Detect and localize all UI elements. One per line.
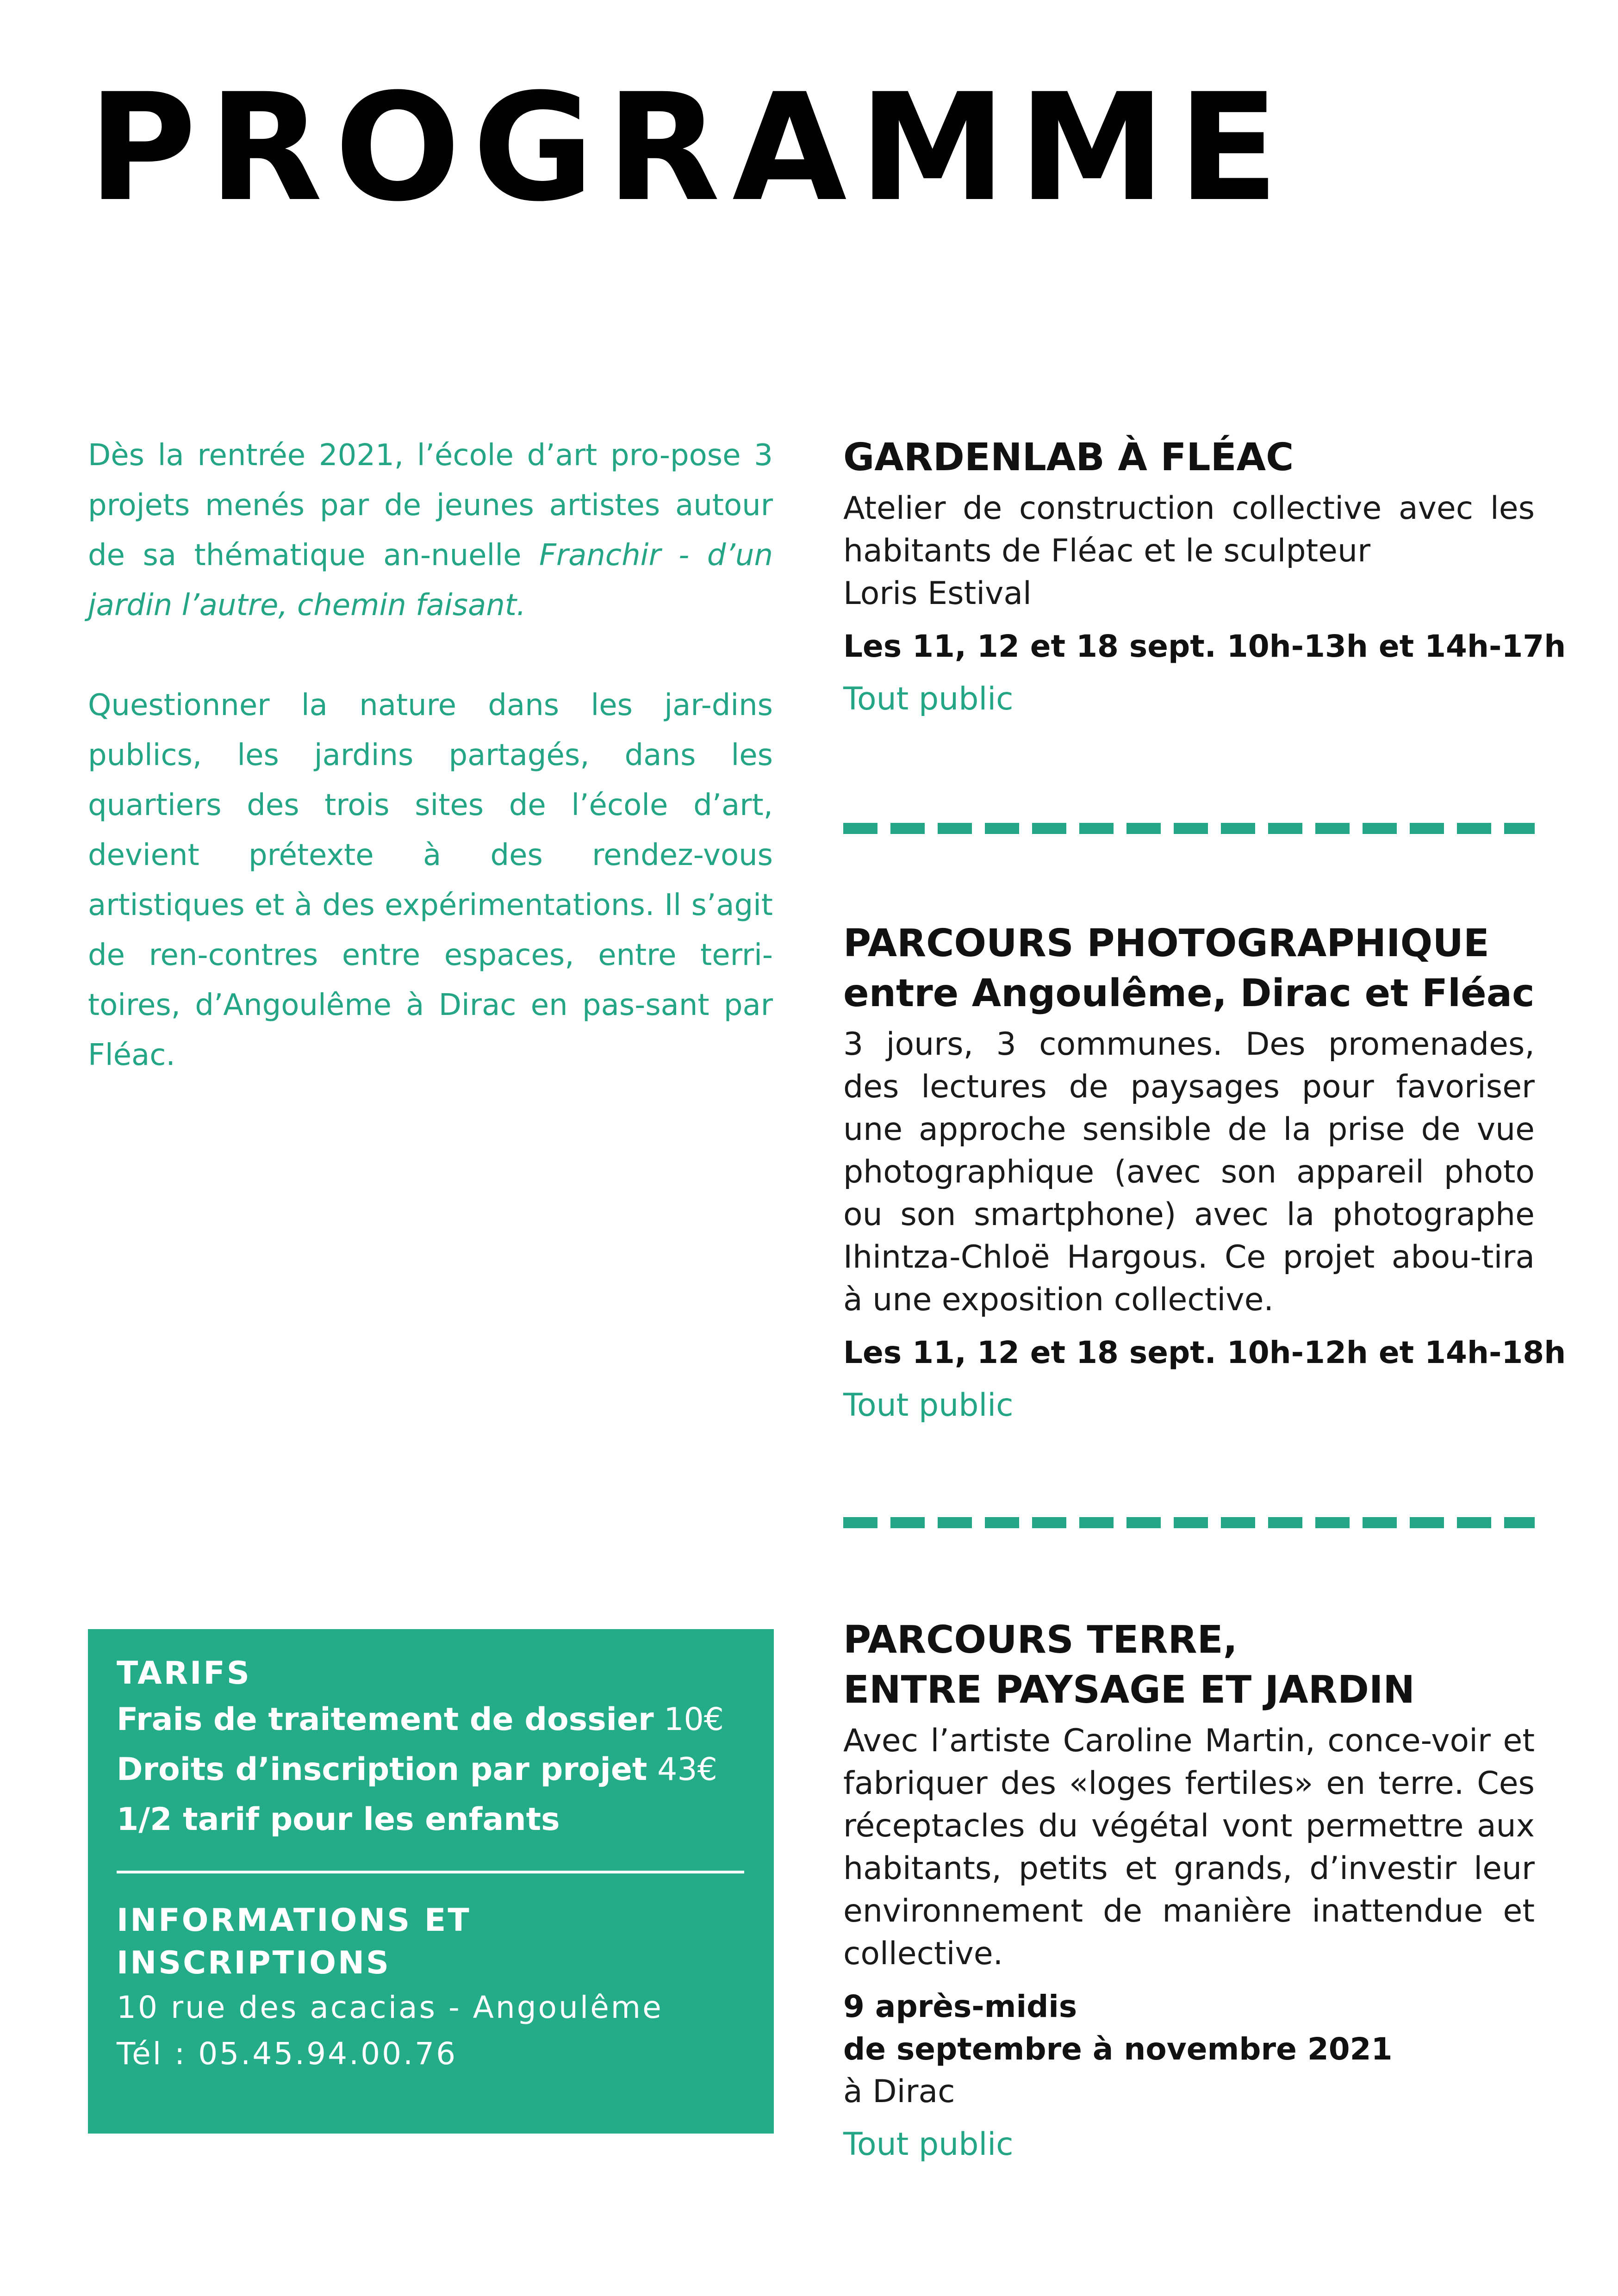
dashed-divider [843,1516,1535,1529]
project-title-line-2: entre Angoulême, Dirac et Fléac [843,971,1535,1015]
tarif-row-inscription: Droits d’inscription par projet 43€ [117,1751,717,1788]
project-title-line-1: PARCOURS TERRE, [843,1618,1238,1662]
project-title: GARDENLAB À FLÉAC [843,436,1294,479]
dashed-divider [843,822,1535,835]
project-description: Avec l’artiste Caroline Martin, conce-voir et fabriquer des «loges fertiles» en terre. Ces réceptacles du végétal vont permettre aux habitants, petits et grands, d’investir leur environnement de manière inattendue et collective. [843,1723,1535,1972]
project-audience: Tout public [843,1387,1014,1424]
project-title-line-2: ENTRE PAYSAGE ET JARDIN [843,1668,1415,1712]
intro-paragraph-1: Dès la rentrée 2021, l’école d’art pro-pose 3 projets menés par de jeunes artistes autour de sa thématique an-nuelle Franchir - d’un jardin l’autre, chemin faisant. [88,438,773,622]
project-parcours-terre [843,1615,1535,2166]
info-address: 10 rue des acacias - Angoulême [117,1990,663,2025]
project-artist: Loris Estival [843,575,1032,612]
theme-title: Franchir - d’un jardin l’autre, chemin faisant. [88,538,773,622]
box-divider [117,1871,744,1873]
info-heading: INFORMATIONS ET INSCRIPTIONS [117,1902,471,1981]
project-schedule: Les 11, 12 et 18 sept. 10h-13h et 14h-17h [843,628,1566,664]
intro-text [88,430,773,1130]
project-title-line-1: PARCOURS PHOTOGRAPHIQUE [843,921,1489,965]
info-phone: Tél : 05.45.94.00.76 [117,2036,458,2072]
project-description: Atelier de construction collective avec les habitants de Fléac et le sculpteur [843,490,1535,569]
intro-paragraph-2: Questionner la nature dans les jar-dins publics, les jardins partagés, dans les quartiers des trois sites de l’école d’art, devient prétexte à des rendez-vous artistiques et à des expérimentations. Il s’agit de ren-contres entre espaces, entre terri-toires, d’Angoulême à Dirac en pas-sant par Fléac. [88,688,773,1072]
project-schedule-line-1: 9 après-midis [843,1989,1077,2024]
project-parcours-photographique [843,919,1566,1427]
page-title: PROGRAMME [88,62,1291,234]
project-schedule-line-2: de septembre à novembre 2021 [843,2031,1393,2067]
project-audience: Tout public [843,681,1014,717]
tarifs-heading: TARIFS [117,1655,251,1692]
project-place: à Dirac [843,2073,955,2110]
project-audience: Tout public [843,2126,1014,2163]
project-description: 3 jours, 3 communes. Des promenades, des lectures de paysages pour favoriser une approche sensible de la prise de vue photographique (avec son appareil photo ou son smartphone) avec la photographe Ihintza-Chloë Hargous. Ce projet abou-tira à une exposition collective. [843,1026,1535,1318]
project-gardenlab [843,433,1566,721]
project-schedule: Les 11, 12 et 18 sept. 10h-12h et 14h-18h [843,1335,1566,1370]
tarif-row-enfants: 1/2 tarif pour les enfants [117,1801,560,1838]
tarif-row-dossier: Frais de traitement de dossier 10€ [117,1701,724,1738]
tarifs-box [88,1629,774,2134]
